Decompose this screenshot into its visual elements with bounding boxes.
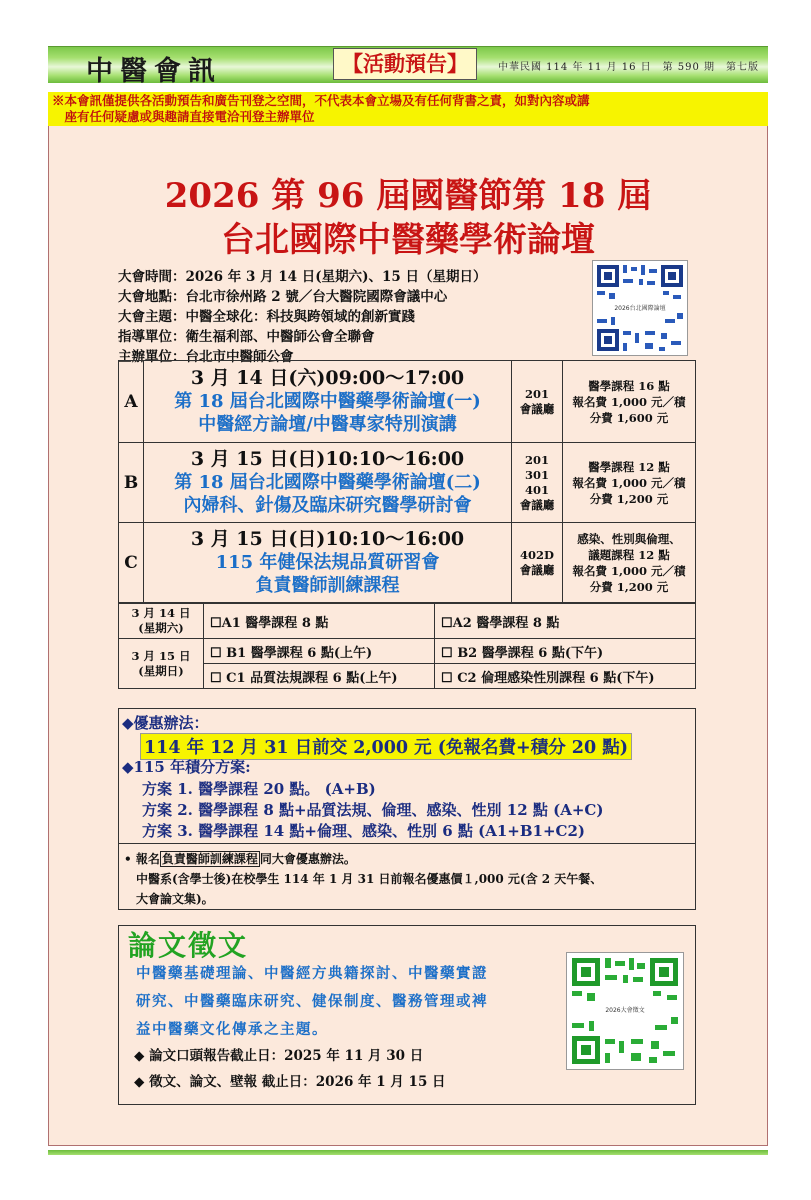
table-row <box>119 443 696 523</box>
room-cell <box>512 443 563 523</box>
day-weekday: (星期日) <box>138 663 184 678</box>
course-options-table <box>118 603 696 689</box>
notice-line: 座有任何疑慮或與趣請直接電洽刊登主辦單位 <box>52 109 315 124</box>
room-number: 402D <box>520 547 554 562</box>
disclaimer-notice <box>48 92 768 126</box>
room-number: 201 <box>524 386 549 401</box>
fee-line: 報名費 1,000 元／積 <box>572 394 686 409</box>
fee-cell <box>563 361 696 443</box>
table-row <box>119 361 696 443</box>
paper-topic-line: 研究、中醫藥臨床研究、健保制度、醫務管理或裨 <box>136 993 488 1010</box>
session-cell <box>144 443 512 523</box>
fee-line: 議題課程 12 點 <box>588 547 670 562</box>
title-line-2: 台北國際中醫藥學術論壇 <box>221 220 595 260</box>
option-b1[interactable]: ☐ B1 醫學課程 6 點(上午) <box>204 639 435 664</box>
qr-label: 2026台北國際論壇 <box>593 303 687 312</box>
qr-label: 2026大會徵文 <box>567 1005 683 1014</box>
option-a1[interactable]: ☐A1 醫學課程 8 點 <box>204 604 435 639</box>
fee-line: 報名費 1,000 元／積 <box>572 563 686 578</box>
option-c1[interactable]: ☐ C1 品質法規課程 6 點(上午) <box>204 664 435 689</box>
room-name: 會議廳 <box>519 562 555 577</box>
student-note-2: 大會論文集)。 <box>136 892 214 906</box>
session-cell <box>144 523 512 603</box>
qr-code[interactable] <box>592 260 688 356</box>
notice-line: ※本會訊僅提供各活動預告和廣告刊登之空間，不代表本會立場及有任何背書之責，如對內容或講 <box>52 93 590 108</box>
issue-info: 中華民國 114 年 11 月 16 日 第 590 期 第七版 <box>498 62 760 73</box>
room-cell <box>512 361 563 443</box>
session-title: 115 年健保法規品質研習會 <box>215 552 440 573</box>
fee-line: 醫學課程 16 點 <box>588 378 670 393</box>
masthead: 中醫會訊 <box>86 56 222 87</box>
fee-line: 分費 1,600 元 <box>589 410 669 425</box>
room-name: 會議廳 <box>519 401 555 416</box>
row-label: B <box>119 443 144 523</box>
info-organizer: 主辦單位：台北市中醫師公會 <box>118 349 294 365</box>
discount-heading: ◆優惠辦法： <box>122 714 209 732</box>
deadline-oral: ◆ 論文口頭報告截止日：2025 年 11 月 30 日 <box>134 1048 424 1064</box>
event-tag: 【活動預告】 <box>333 48 477 80</box>
footer-bar <box>48 1150 768 1155</box>
session-cell <box>144 361 512 443</box>
fee-line: 分費 1,200 元 <box>589 579 669 594</box>
session-date: 3 月 15 日(日)10:10～16:00 <box>190 448 465 470</box>
student-note-1: 中醫系(含學士後)在校學生 114 年 1 月 31 日前報名優惠價１,000 元(含 2 天午餐、 <box>136 872 603 886</box>
fee-line: 報名費 1,000 元／積 <box>572 475 686 490</box>
option-c2[interactable]: ☐ C2 倫理感染性別課程 6 點(下午) <box>435 664 696 689</box>
day-label <box>119 604 204 639</box>
table-row <box>119 639 696 664</box>
session-subtitle: 中醫經方論壇/中醫專家特別演講 <box>198 414 457 435</box>
plan-2: 方案 2. 醫學課程 8 點+品質法規、倫理、感染、性別 12 點 (A+C) <box>142 801 604 819</box>
info-supervisor: 指導單位：衛生福利部、中醫師公會全聯會 <box>118 329 375 345</box>
session-title: 第 18 屆台北國際中醫藥學術論壇(一) <box>174 391 481 412</box>
session-title: 第 18 屆台北國際中醫藥學術論壇(二) <box>174 472 481 493</box>
info-venue: 大會地點：台北市徐州路 2 號／台大醫院國際會議中心 <box>118 289 448 305</box>
registration-note <box>124 850 356 867</box>
day-date: 3 月 14 日 <box>131 606 191 620</box>
plan-heading: ◆115 年積分方案: <box>122 758 251 776</box>
option-a2[interactable]: ☐A2 醫學課程 8 點 <box>435 604 696 639</box>
paper-call-title: 論文徵文 <box>128 929 249 962</box>
note-boxed: 負責醫師訓練課程 <box>161 852 258 866</box>
day-label <box>119 639 204 689</box>
fee-line: 分費 1,200 元 <box>589 491 669 506</box>
schedule-table <box>118 360 696 603</box>
room-name: 會議廳 <box>519 497 555 512</box>
table-row <box>119 664 696 689</box>
fee-cell <box>563 443 696 523</box>
option-b2[interactable]: ☐ B2 醫學課程 6 點(下午) <box>435 639 696 664</box>
session-subtitle: 內婦科、針傷及臨床研究醫學研討會 <box>183 495 472 516</box>
table-row <box>119 604 696 639</box>
note-prefix: • 報名 <box>124 852 160 866</box>
row-label: C <box>119 523 144 603</box>
day-weekday: (星期六) <box>138 621 184 635</box>
note-suffix: 同大會優惠辦法。 <box>259 852 356 866</box>
title-line-1: 2026 第 96 屆國醫節第 18 屆 <box>164 176 652 216</box>
discount-highlight: 114 年 12 月 31 日前交 2,000 元 (免報名費+積分 20 點) <box>140 733 632 760</box>
paper-qr-code[interactable] <box>566 952 684 1070</box>
info-theme: 大會主題：中醫全球化：科技與跨領域的創新實踐 <box>118 309 415 325</box>
plan-1: 方案 1. 醫學課程 20 點。 (A+B) <box>142 780 376 798</box>
divider <box>118 843 696 844</box>
fee-cell <box>563 523 696 603</box>
room-cell <box>512 523 563 603</box>
day-date: 3 月 15 日 <box>131 648 191 663</box>
paper-topic-line: 中醫藥基礎理論、中醫經方典籍探討、中醫藥實證 <box>136 965 488 982</box>
fee-line: 醫學課程 12 點 <box>588 459 670 474</box>
table-row <box>119 523 696 603</box>
row-label: A <box>119 361 144 443</box>
room-number: 301 <box>524 467 549 482</box>
session-date: 3 月 15 日(日)10:10～16:00 <box>190 528 465 550</box>
deadline-submission: ◆ 徵文、論文、壁報 截止日：2026 年 1 月 15 日 <box>134 1074 446 1090</box>
session-subtitle: 負責醫師訓練課程 <box>255 575 400 596</box>
fee-line: 感染、性別與倫理、 <box>577 531 681 546</box>
plan-3: 方案 3. 醫學課程 14 點+倫理、感染、性別 6 點 (A1+B1+C2) <box>142 822 585 840</box>
paper-topic-line: 益中醫藥文化傳承之主題。 <box>136 1021 328 1038</box>
room-number: 401 <box>524 482 549 497</box>
info-time: 大會時間：2026 年 3 月 14 日(星期六)、15 日（星期日） <box>118 269 487 285</box>
room-number: 201 <box>524 452 549 467</box>
session-date: 3 月 14 日(六)09:00～17:00 <box>190 367 465 389</box>
